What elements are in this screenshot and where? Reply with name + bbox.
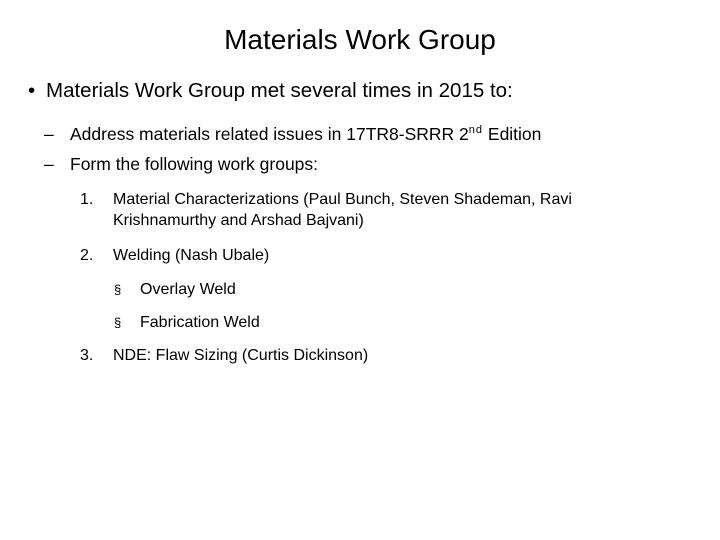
square-bullet-icon: § <box>114 282 122 297</box>
group-nde: NDE: Flaw Sizing (Curtis Dickinson) <box>113 347 369 364</box>
dash-marker: – <box>44 123 54 144</box>
main-bullet <box>28 78 708 104</box>
slide-title <box>0 24 720 56</box>
sub-bullet-text-end: Edition <box>483 123 542 144</box>
sub-bullet-text: Address materials related issues in 17TR8-SRRR 2 <box>70 123 469 144</box>
list-number: 1. <box>80 191 94 208</box>
bullet-marker: • <box>28 79 36 102</box>
item-fabrication-weld: Fabrication Weld <box>140 314 260 331</box>
square-bullet-icon: § <box>114 315 122 330</box>
sub-bullet-text: Form the following work groups: <box>70 154 319 174</box>
superscript: nd <box>468 124 484 136</box>
group-welding: Welding (Nash Ubale) <box>113 247 270 264</box>
list-number: 3. <box>80 347 94 364</box>
main-bullet-text: Materials Work Group met several times in 2015 to: <box>46 79 513 102</box>
sub-bullet-form <box>44 153 704 175</box>
group-material-characterizations <box>113 189 673 231</box>
slide-title-text: Materials Work Group <box>224 24 496 55</box>
group-text-line: Krishnamurthy and Arshad Bajvani) <box>113 212 364 229</box>
item-overlay-weld: Overlay Weld <box>140 281 236 298</box>
sub-bullet-address <box>44 119 704 145</box>
list-number: 2. <box>80 247 94 264</box>
group-text-line: Material Characterizations (Paul Bunch, Steven Shademan, Ravi <box>113 191 572 208</box>
dash-marker: – <box>44 154 54 174</box>
